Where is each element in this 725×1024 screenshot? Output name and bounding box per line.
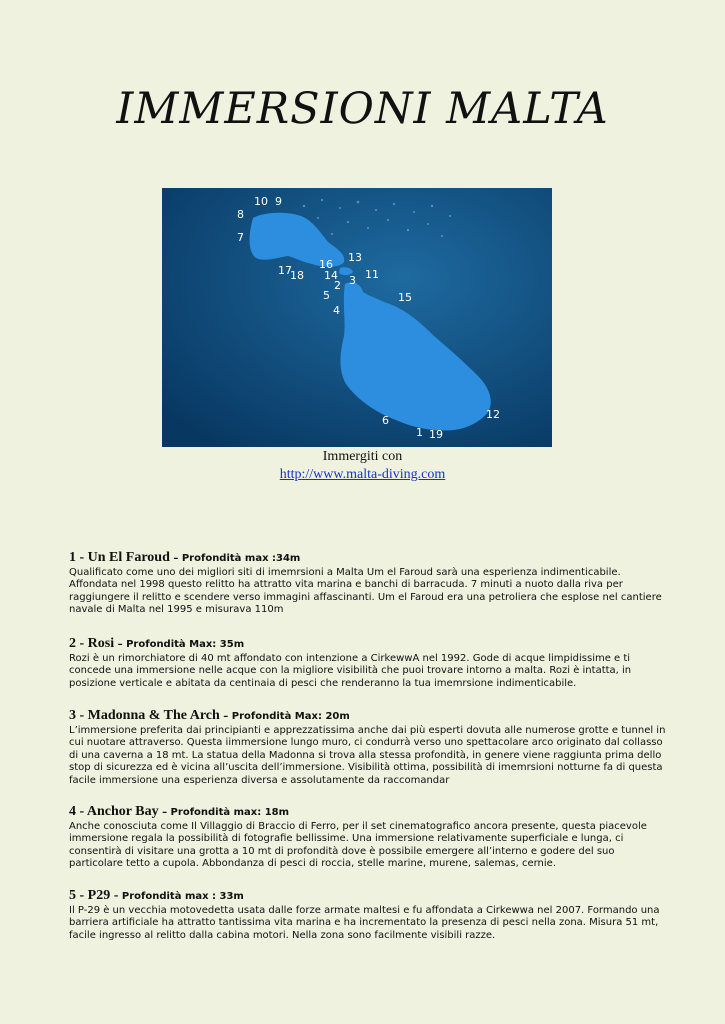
site-label: 4: [333, 304, 340, 317]
section-heading: [69, 802, 669, 821]
site-label: 19: [429, 428, 443, 441]
site-label: 17: [278, 264, 292, 277]
section-text: Rozi è un rimorchiatore di 40 mt affondato con intenzione a CirkewwA nel 1992. Gode di acque limpidissime e ti concede una immersione nelle acque con la migliore visibilità che puoi trovare intorno a malta. Rozi è intatta, in posizione verticale e abitata da centinaia di pesci che renderanno la tua imemrsione indimenticabile.: [69, 653, 632, 689]
site-label: 7: [237, 231, 244, 244]
site-label: 1: [416, 426, 423, 439]
dive-site-section: [69, 548, 669, 617]
site-label: 18: [290, 269, 304, 282]
site-label: 16: [319, 258, 333, 271]
dive-sites-map: [162, 188, 552, 447]
site-label: 8: [237, 208, 244, 221]
section-depth: – Profondità Max: 20m: [219, 711, 350, 722]
section-text: L’immersione preferita dai principianti e apprezzatissima anche dai più esperti dovuta alle numerose grotte e tunnel in cui nuotare attraverso. Questa iimmersione lungo muro, ci condurrà verso uno spettacolare arco originato dal collasso di una caverna a 18 mt. La statua della Madonna si trova alla stessa profondità, in genere viene raggiunta prima dello stop di sicurezza ed è vicina all’uscita dell’immersione. Visibilità ottima, possibilità di imemrsioni notturne fa di questa facile immersione una esperienza diversa e assolutamente da raccomandar: [69, 725, 666, 786]
site-label: 13: [348, 251, 362, 264]
section-depth: – Profondità Max: 35m: [114, 639, 245, 650]
site-label: 15: [398, 291, 412, 304]
dive-site-section: [69, 634, 669, 690]
section-text: Anche conosciuta come Il Villaggio di Braccio di Ferro, per il set cinematografico ancora presente, questa piacevole immersione regala la possibilità di fotografie bellissime. Una immersione relativamente superficiale e lunga, ci consentirà di visitare una grotta a 10 mt di profondità dove è possibile emergere all’interno e godere del suo particolare tetto a cupola. Abbondanza di pesci di roccia, stelle marine, murene, salemas, cernie.: [69, 821, 647, 870]
section-title: 1 - Un El Faroud: [69, 550, 170, 565]
site-label: 14: [324, 269, 338, 282]
caption-text: Immergiti con: [322, 449, 403, 464]
site-label: 9: [275, 195, 282, 208]
dive-site-section: [69, 802, 669, 871]
document-title: IMMERSIONI MALTA: [116, 84, 609, 134]
site-label: 5: [323, 289, 330, 302]
dive-site-section: [69, 706, 669, 787]
site-label: 2: [334, 279, 341, 292]
dive-site-section: [69, 886, 669, 942]
site-label: 3: [349, 274, 356, 287]
section-heading: [69, 634, 669, 653]
map-caption: [0, 448, 725, 484]
section-heading: [69, 548, 669, 567]
section-title: 4 - Anchor Bay: [69, 804, 159, 819]
dive-center-link[interactable]: http://www.malta-diving.com: [279, 467, 446, 482]
section-title: 2 - Rosi: [69, 636, 115, 651]
section-heading: [69, 886, 669, 905]
section-heading: [69, 706, 669, 725]
section-depth: Profondità max : 33m: [118, 891, 244, 902]
site-label: 10: [254, 195, 268, 208]
section-text: Il P-29 è un vecchia motovedetta usata dalle forze armate maltesi e fu affondata a Cirkewwa nel 2007. Formando una barriera artificiale ha attratto tantissima vita marina e ha incrementato la presenza di pesci nella zona. Misura 51 mt, facile ingresso al relitto dalla cabina motori. Nella zona sono facilmente visibili razze.: [69, 905, 660, 941]
section-depth: – Profondità max :34m: [169, 553, 301, 564]
section-title: 3 - Madonna & The Arch: [69, 708, 220, 723]
section-title: 5 - P29 -: [69, 888, 119, 903]
section-text: Qualificato come uno dei migliori siti di imemrsioni a Malta Um el Faroud sarà una esperienza indimenticabile. Affondata nel 1998 questo relitto ha attratto vita marina e banchi di barracuda. 7 minuti a nuoto dalla riva per raggiungere il relitto e scendere verso immagini affascinanti. Um el Faroud era una petroliera che esplose nel cantiere navale di Malta nel 1995 e misurava 110m: [69, 567, 662, 616]
section-depth: – Profondità max: 18m: [158, 807, 290, 818]
site-label: 12: [486, 408, 500, 421]
site-label: 6: [382, 414, 389, 427]
site-label: 11: [365, 268, 379, 281]
